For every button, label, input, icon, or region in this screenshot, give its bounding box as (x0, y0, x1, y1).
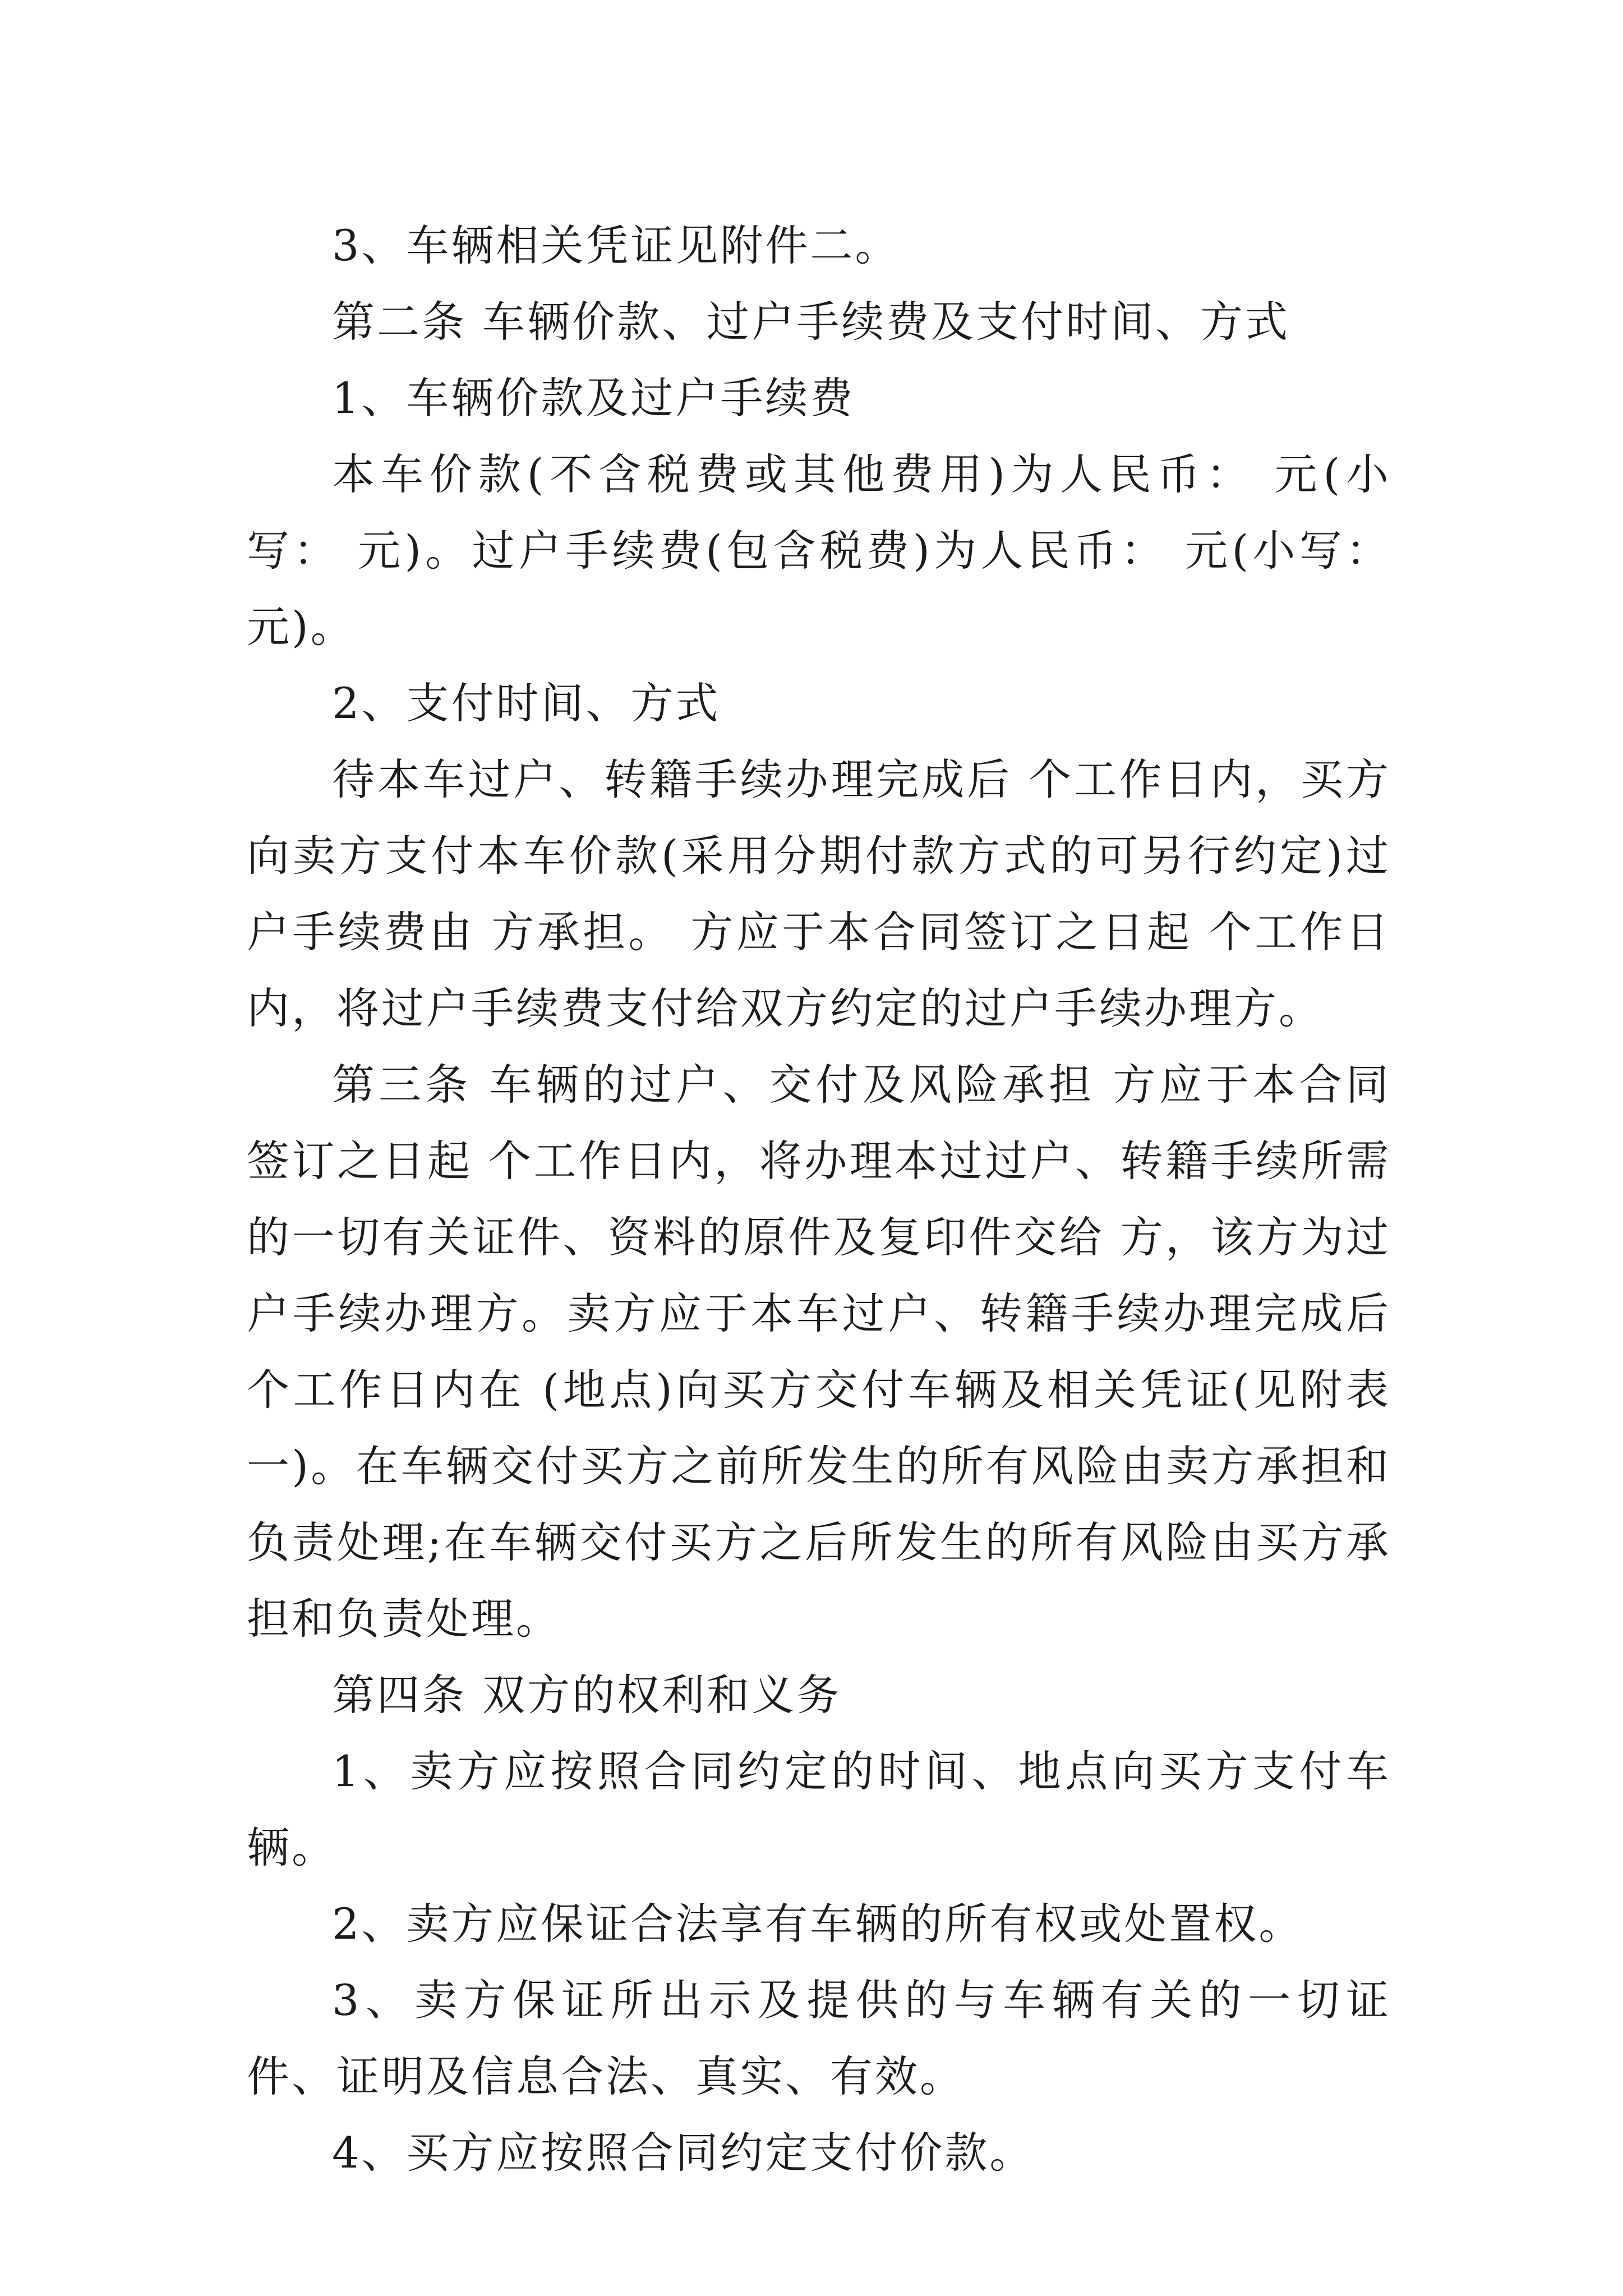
clause-price-and-fees: 本车价款(不含税费或其他费用)为人民币： 元(小写： 元)。过户手续费(包含税费)为人民币： 元(小写： 元)。 (247, 449, 1391, 652)
clause-buyer-payment: 4、买方应按照合同约定支付价款。 (332, 2128, 1035, 2178)
clause-vehicle-documents: 3、车辆相关凭证见附件二。 (332, 220, 900, 270)
article-four-heading: 第四条 双方的权利和义务 (332, 1670, 842, 1720)
article-two-heading: 第二条 车辆价款、过户手续费及支付时间、方式 (332, 297, 1290, 347)
clause-payment: 待本车过户、转籍手续办理完成后 个工作日内，买方向卖方支付本车价款(采用分期付款方式的可另行约定)过户手续费由 方承担。 方应于本合同签订之日起 个工作日内，将过户手续费支付给双方约定的过户手续办理方。 (247, 754, 1391, 1033)
clause-seller-ownership: 2、卖方应保证合法享有车辆的所有权或处置权。 (332, 1899, 1304, 1949)
article-three: 第三条 车辆的过户、交付及风险承担 方应于本合同签订之日起 个工作日内，将办理本过过户、转籍手续所需的一切有关证件、资料的原件及复印件交给 方，该方为过户手续办理方。卖方应于本车过户、转籍手续办理完成后 个工作日内在 (地点)向买方交付车辆及相关凭证(见附表一)。在车辆交付买方之前所发生的所有风险由卖方承担和负责处理;在车辆交付买方之后所发生的所有风险由买方承担和负责处理。 (247, 1060, 1391, 1644)
clause-seller-delivery: 1、卖方应按照合同约定的时间、地点向买方支付车辆。 (247, 1746, 1391, 1872)
clause-price-and-fees-heading: 1、车辆价款及过户手续费 (332, 373, 855, 423)
clause-seller-documents: 3、卖方保证所出示及提供的与车辆有关的一切证件、证明及信息合法、真实、有效。 (247, 1975, 1391, 2101)
clause-payment-heading: 2、支付时间、方式 (332, 678, 721, 728)
contract-body (247, 208, 1391, 2191)
